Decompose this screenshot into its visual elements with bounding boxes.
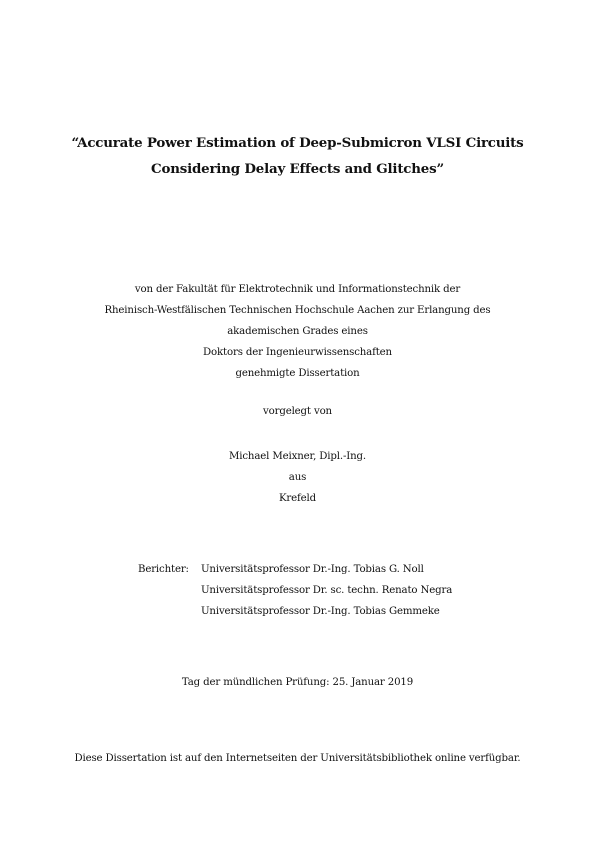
presented-by: vorgelegt von xyxy=(263,406,332,417)
availability-note: Diese Dissertation ist auf den Internetseiten der Universitätsbibliothek online verfügbar. xyxy=(74,753,521,764)
submission-line-1: von der Fakultät für Elektrotechnik und Informationstechnik der xyxy=(134,284,461,295)
referee-2: Universitätsprofessor Dr. sc. techn. Renato Negra xyxy=(201,585,453,596)
author-from-word: aus xyxy=(288,472,307,483)
exam-date: Tag der mündlichen Prüfung: 25. Januar 2019 xyxy=(181,677,414,688)
referee-3: Universitätsprofessor Dr.-Ing. Tobias Gemmeke xyxy=(201,606,440,617)
title-line-2: Considering Delay Effects and Glitches” xyxy=(151,161,444,177)
submission-line-2: Rheinisch-Westfälischen Technischen Hochschule Aachen zur Erlangung des xyxy=(104,305,491,316)
title-line-1: “Accurate Power Estimation of Deep-Submicron VLSI Circuits xyxy=(71,135,524,151)
submission-line-3: akademischen Grades eines xyxy=(227,326,368,337)
submission-line-4: Doktors der Ingenieurwissenschaften xyxy=(203,347,392,358)
submission-line-5: genehmigte Dissertation xyxy=(235,368,360,379)
referee-1: Universitätsprofessor Dr.-Ing. Tobias G. Noll xyxy=(201,564,424,575)
author-hometown: Krefeld xyxy=(278,493,317,504)
dissertation-title xyxy=(0,130,595,182)
author-name: Michael Meixner, Dipl.-Ing. xyxy=(228,451,367,462)
referees-label: Berichter: xyxy=(138,564,189,575)
